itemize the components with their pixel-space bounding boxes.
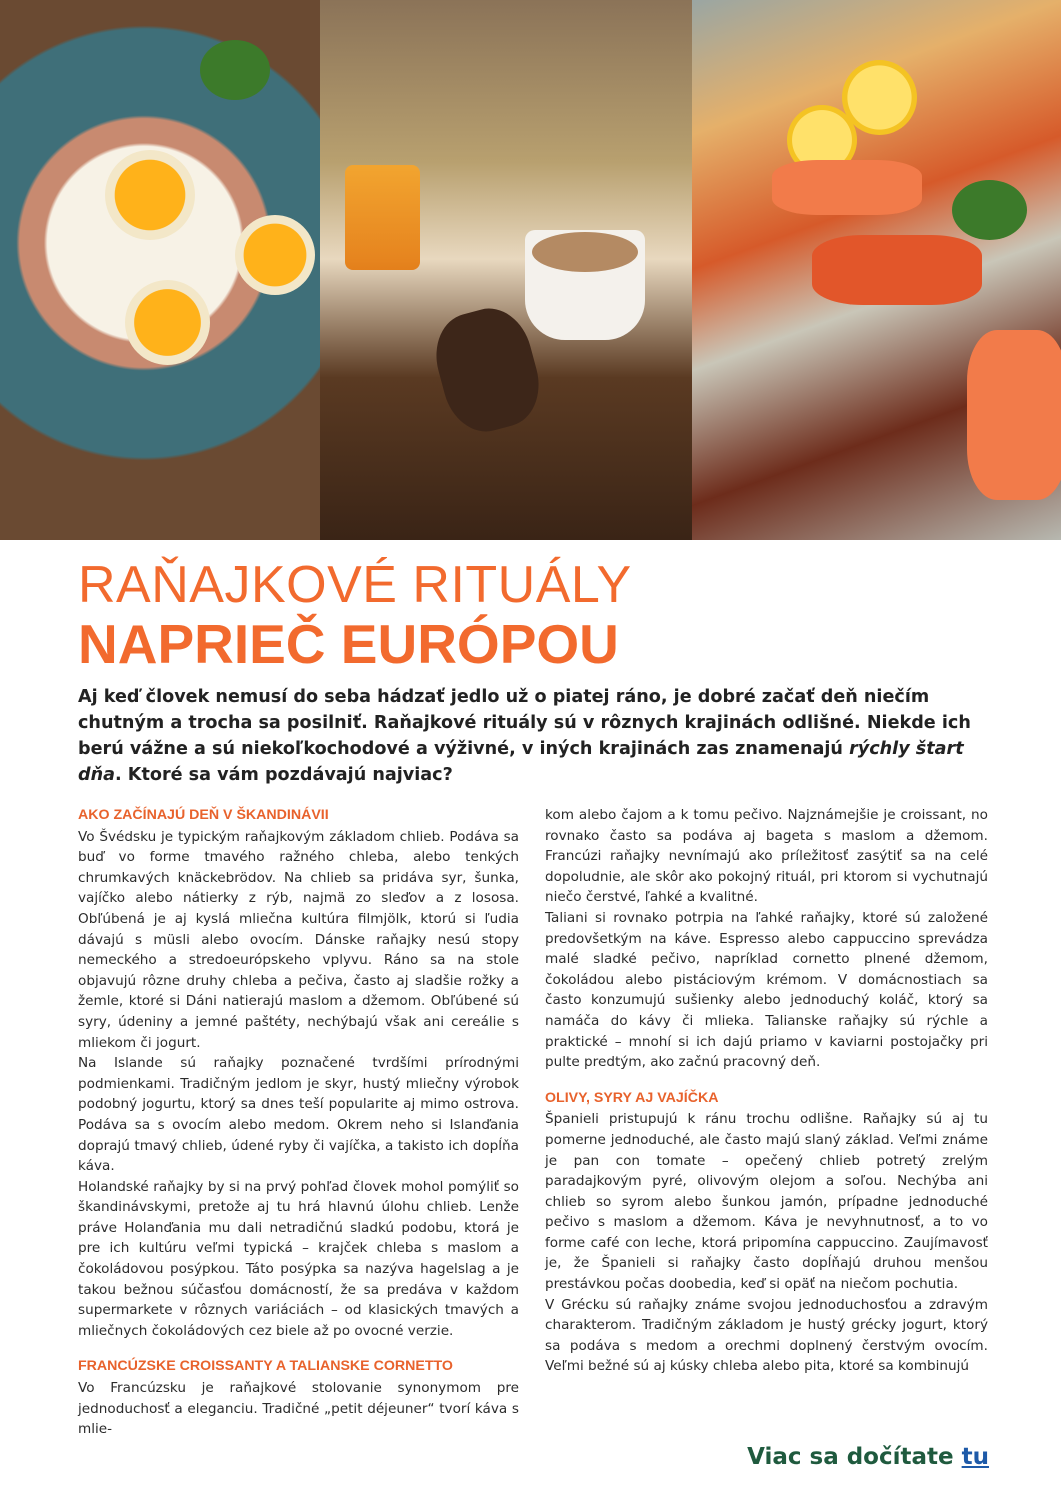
lead-text-1: Aj keď človek nemusí do seba hádzať jedlo už o piatej ráno, je dobré začať deň niečím chutným a trocha sa posilniť. Raňajkové rituály sú v rôznych krajinách odlišné. Niekde ich berú vážne a sú niekoľkochodové a výživné, v iných krajinách zas znamenajú bbox=[78, 687, 971, 759]
paragraph: Taliani si rovnako potrpia na ľahké raňajky, ktoré sú založené predovšetkým na káve. Espresso alebo cappuccino sprevádza malé sladké pečivo, napríklad cornetto plnené džemom, čokoládou alebo pistáciovým krémom. V domácnostiach sa často konzumujú sušienky alebo jednoduchý koláč, ktorý sa namáča do kávy či mlieka. Talianske raňajky sú rýchle a praktické – mnohí si ich dajú priamo v kaviarni postojačky pri pulte predtým, ako začnú pracovný deň. bbox=[545, 909, 988, 1071]
left-column bbox=[78, 805, 519, 1440]
orange-juice-glass bbox=[345, 165, 420, 270]
hero-photos bbox=[0, 0, 1061, 540]
paragraph: Španieli pristupujú k ránu trochu odlišne. Raňajky sú aj tu pomerne jednoduché, ale často majú slaný základ. Veľmi známe je pan con tomate – opečený chlieb potretý zrelým paradajkovým pyré, olivovým olejom a soľou. Nechýba ani chlieb so syrom alebo šunkou jamón, prípadne jednoduché pečivo s maslom a džemom. Káva je nevyhnutnosť, a to vo forme café con leche, ktorá pripomína cappuccino. Zaujímavosť je, že Španieli si raňajky často dopĺňajú druhou menšou prestávkou počas doobedia, keď si opäť na niečom pochutia. bbox=[545, 1111, 988, 1293]
paragraph: Vo Francúzsku je raňajkové stolovanie synonymom pre jednoduchosť a eleganciu. Tradičné „petit déjeuner“ tvorí káva s mlie- bbox=[78, 1380, 519, 1438]
read-more-text: Viac sa dočítate bbox=[747, 1444, 962, 1470]
salmon-topping bbox=[967, 330, 1061, 500]
open-sandwiches-photo bbox=[692, 0, 1061, 540]
dill-herb bbox=[952, 180, 1027, 240]
salmon-topping bbox=[772, 160, 922, 215]
lead-text-2: . Ktoré sa vám pozdávajú najviac? bbox=[115, 765, 453, 785]
breakfast-basket-photo bbox=[320, 0, 692, 540]
title-line-1: RAŇAJKOVÉ RITUÁLY bbox=[78, 556, 632, 614]
read-more-link[interactable]: tu bbox=[961, 1444, 989, 1470]
fried-eggs-photo bbox=[0, 0, 320, 540]
egg-yolk bbox=[105, 150, 195, 240]
paragraph: kom alebo čajom a k tomu pečivo. Najznámejšie je croissant, no rovnako často sa podáva aj bageta s maslom a džemom. Francúzi raňajky nevnímajú ako príležitosť zasýtiť sa na celé dopoludnie, ale skôr ako pokojný rituál, pri ktorom si vychutnajú niečo čerstvé, ľahké a kvalitné. bbox=[545, 807, 988, 906]
section-heading-scandinavia: AKO ZAČÍNAJÚ DEŇ V ŠKANDINÁVII bbox=[78, 807, 329, 823]
section-heading-south: OLIVY, SYRY AJ VAJÍČKA bbox=[545, 1089, 719, 1106]
lead-paragraph bbox=[78, 684, 1008, 788]
paragraph: Holandské raňajky by si na prvý pohľad človek mohol pomýliť so škandinávskymi, pretože aj tu hrá hlavnú úlohu chlieb. Lenže práve Holanďania mu dali netradičnú sladkú podobu, ktorá je pre ich kultúru veľmi typická – krajček chleba s maslom a čokoládovou posýpkou. Táto posýpka sa nazýva hagelslag a je takou bežnou súčasťou domácností, že sa predáva v každom supermarkete v rôznych variáciách – od klasických tmavých a mliečnych čokoládových cez biele až po ovocné verzie. bbox=[78, 1178, 519, 1339]
title-line-2: NAPRIEČ EURÓPOU bbox=[78, 613, 619, 675]
section-heading-france-italy: FRANCÚZSKE CROISSANTY A TALIANSKE CORNETTO bbox=[78, 1358, 453, 1375]
read-more bbox=[747, 1444, 989, 1470]
paragraph: Vo Švédsku je typickým raňajkovým základom chlieb. Podáva sa buď vo forme tmavého ražného chleba, alebo tenkých chrumkavých knäckebrödov. Na chlieb sa pridáva syr, šunka, vajíčko alebo nátierky z rýb, najmä zo sleďov a z lososa. Obľúbená je aj kyslá mliečna kultúra filmjölk, ktorú si ľudia dávajú s müsli alebo ovocím. Dánske raňajky nesú stopy nemeckého a stredoeurópskeho vplyvu. Ráno sa na stole objavujú rôzne druhy chleba a pečiva, často aj sladšie rožky a žemle, ktoré si Dáni natierajú maslom a džemom. Obľúbené sú syry, údeniny a jemné paštéty, nechýbajú však ani cereálie s mliekom či jogurt. bbox=[78, 828, 519, 1051]
egg-yolk bbox=[125, 280, 210, 365]
egg-yolk bbox=[235, 215, 315, 295]
paragraph: V Grécku sú raňajky známe svojou jednoduchosťou a zdravým charakterom. Tradičným základom je hustý grécky jogurt, ktorý sa podáva s medom a orechmi doplnený čerstvým ovocím. Veľmi bežné sú aj kúsky chleba alebo pita, ktoré sa kombinujú bbox=[545, 1296, 988, 1375]
roe-topping bbox=[812, 235, 982, 305]
salad-leaves bbox=[200, 40, 270, 100]
paragraph: Na Islande sú raňajky poznačené tvrdšími prírodnými podmienkami. Tradičným jedlom je skyr, hustý mliečny výrobok podobný jogurtu, ktorý sa dnes teší popularite aj mimo ostrova. Podáva sa s ovocím alebo medom. Okrem neho si Islanďania doprajú tmavý chlieb, údené ryby či vajíčka, a takisto ich dopĺňa káva. bbox=[78, 1055, 519, 1175]
lead-emphasis: rýchly štart dňa bbox=[78, 739, 964, 785]
right-column bbox=[545, 805, 988, 1377]
coffee-foam bbox=[532, 232, 638, 272]
